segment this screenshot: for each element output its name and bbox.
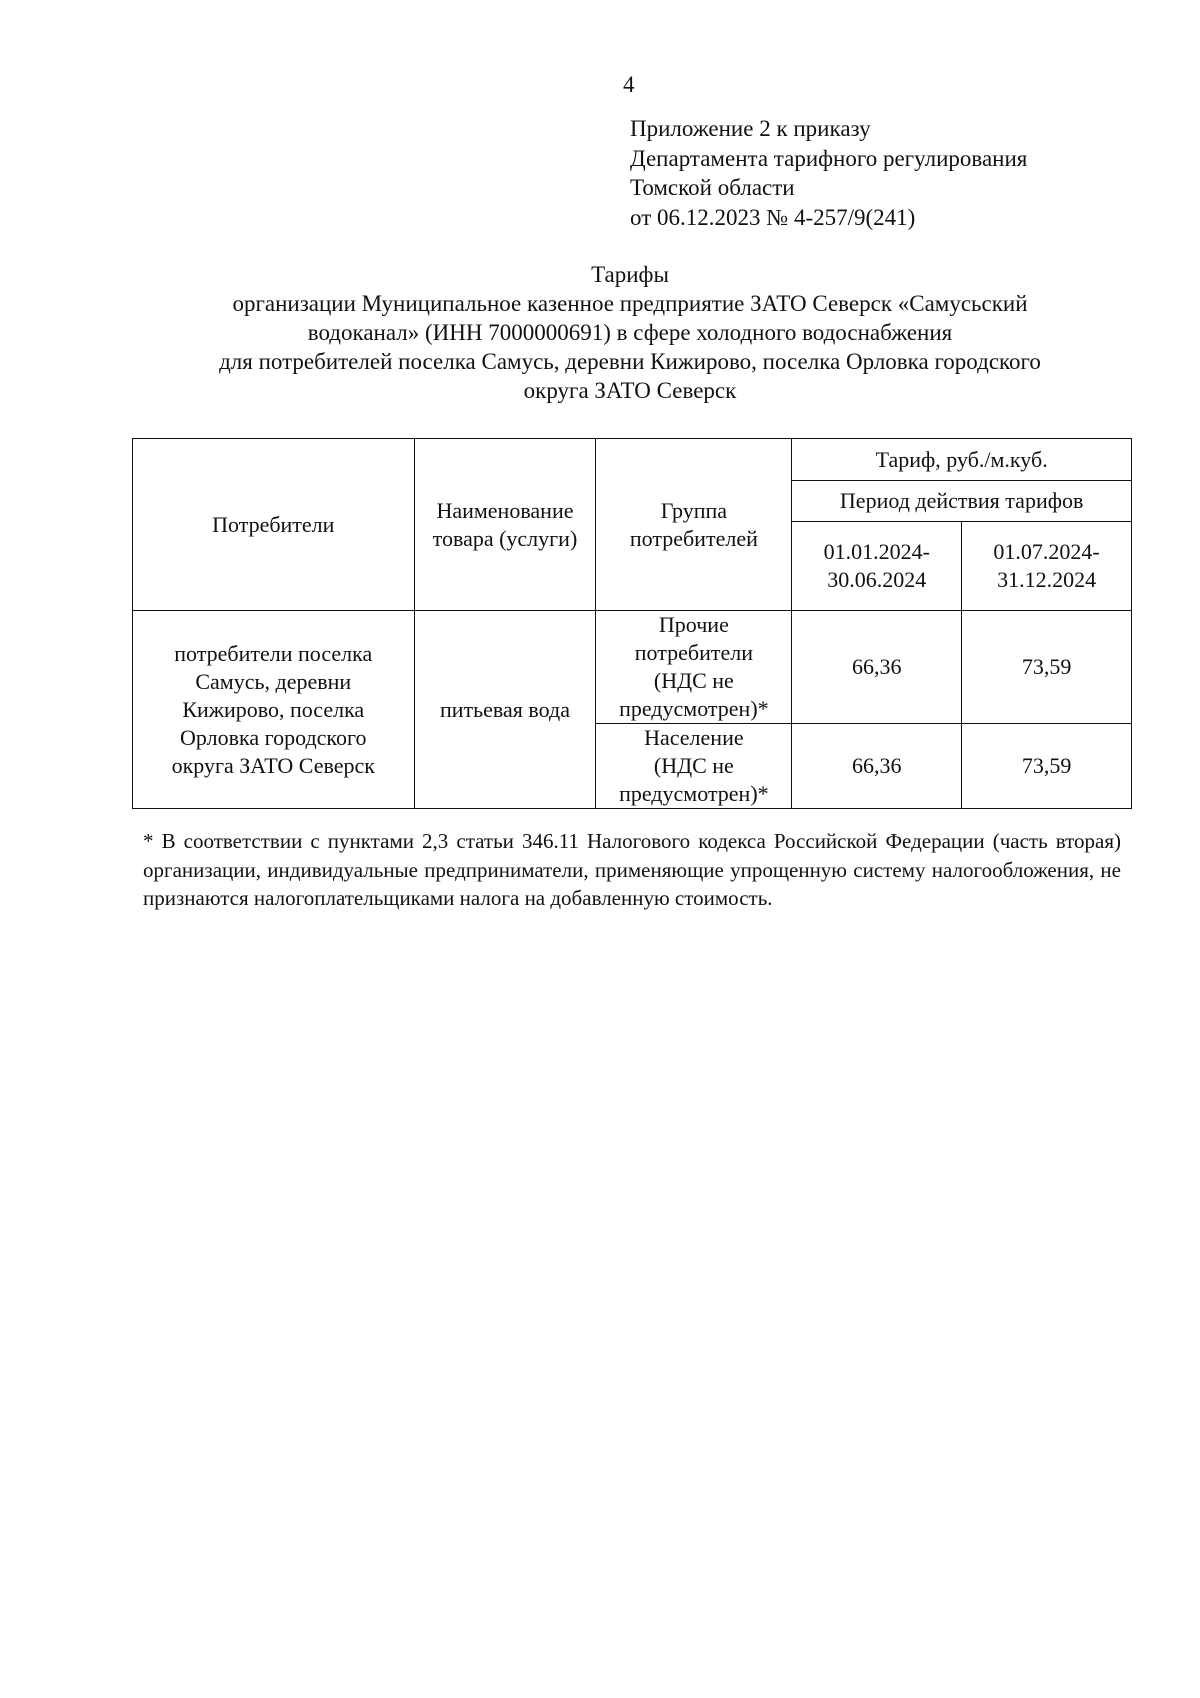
- header-tariff: Тариф, руб./м.куб.: [792, 439, 1132, 481]
- appendix-line: Приложение 2 к приказу: [630, 116, 871, 141]
- consumers-cell: потребители поселка Самусь, деревни Кижирово, поселка Орловка городского округа ЗАТО Северск: [133, 611, 415, 809]
- header-period-2: 01.07.2024- 31.12.2024: [962, 522, 1132, 611]
- page-number: 4: [623, 72, 635, 97]
- appendix-line: Томской области: [630, 175, 795, 200]
- appendix-line: Департамента тарифного регулирования: [630, 145, 1028, 171]
- title-line: организации Муниципальное казенное предприятие ЗАТО Северск «Самусьский: [232, 291, 1028, 316]
- title-line: водоканал» (ИНН 7000000691) в сфере холодного водоснабжения: [307, 320, 953, 345]
- document-title: [120, 260, 1140, 405]
- header-period: Период действия тарифов: [792, 481, 1132, 522]
- header-consumers: Потребители: [133, 439, 415, 611]
- appendix-block: [630, 114, 1027, 232]
- goods-cell: питьевая вода: [414, 611, 596, 809]
- header-group: Группа потребителей: [596, 439, 792, 611]
- group-cell: Прочие потребители (НДС не предусмотрен)*: [596, 611, 792, 724]
- header-period-1: 01.01.2024- 30.06.2024: [792, 522, 962, 611]
- title-line: для потребителей поселка Самусь, деревни Кижирово, поселка Орловка городского: [219, 349, 1041, 374]
- title-line: Тарифы: [591, 262, 669, 287]
- footnote: * В соответствии с пунктами 2,3 статьи 346.11 Налогового кодекса Российской Федерации (часть вторая) организации, индивидуальные предприниматели, применяющие упрощенную систему налогообложения, не признаются налогоплательщиками налога на добавленную стоимость.: [143, 829, 1121, 910]
- group-cell: Население (НДС не предусмотрен)*: [596, 724, 792, 809]
- tariff-cell: 73,59: [962, 611, 1132, 724]
- tariff-cell: 66,36: [792, 611, 962, 724]
- header-goods: Наименование товара (услуги): [414, 439, 596, 611]
- appendix-line: от 06.12.2023 № 4-257/9(241): [630, 204, 916, 230]
- tariff-table: [132, 438, 1132, 809]
- table-header-row: [133, 439, 1132, 481]
- tariff-cell: 73,59: [962, 724, 1132, 809]
- title-line: округа ЗАТО Северск: [523, 378, 737, 403]
- tariff-cell: 66,36: [792, 724, 962, 809]
- table-row: [133, 611, 1132, 724]
